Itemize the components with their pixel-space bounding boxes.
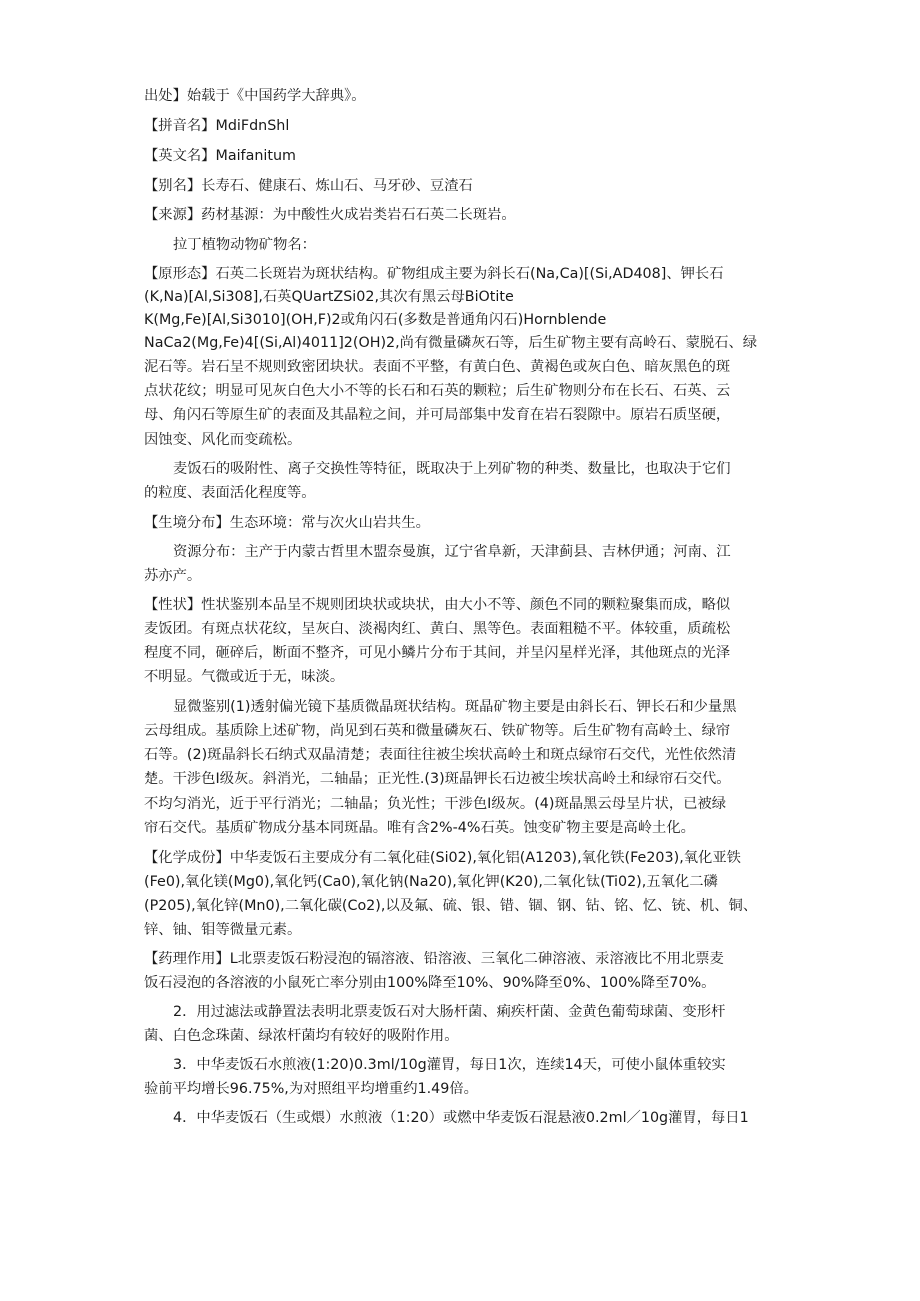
text-line: 资源分布：主产于内蒙古哲里木盟奈曼旗，辽宁省阜新，天津蓟县、吉林伊通；河南、江 (173, 544, 731, 560)
alias-line: 【别名】长寿石、健康石、炼山石、马牙砂、豆渣石 (144, 178, 473, 194)
text-line: 楚。干涉色Ⅰ级灰。斜消光，二轴晶；正光性.(3)斑晶钾长石边被尘埃状高岭土和绿帘石交代。 (144, 771, 731, 787)
text-line: 出处】始载于《中国药学大辞典》。 (144, 88, 366, 104)
text-line: 饭石浸泡的各溶液的小鼠死亡率分别由100%降至10%、90%降至0%、100%降至70%。 (144, 975, 716, 991)
text-line: 云母组成。基质除上述矿物，尚见到石英和微量磷灰石、铁矿物等。后生矿物有高岭土、绿帘 (144, 723, 731, 739)
text-line: 【性状】性状鉴别本品呈不规则团块状或块状，由大小不等、颜色不同的颗粒聚集而成，略似 (144, 597, 731, 613)
text-line: 验前平均增长96.75%,为对照组平均增重约1.49倍。 (144, 1081, 478, 1097)
text-line: 3．中华麦饭石水煎液(1:20)0.3ml/10g灌胃，每日1次，连续14天，可使小鼠体重较实 (173, 1057, 726, 1073)
text-line: 不明显。气微或近于无，味淡。 (144, 669, 345, 685)
text-line: 帘石交代。基质矿物成分基本同斑晶。唯有含2%-4%石英。蚀变矿物主要是高岭土化。 (144, 820, 695, 836)
text-line: 【药理作用】L北票麦饭石粉浸泡的镉溶液、铅溶液、三氧化二砷溶液、汞溶液比不用北票麦 (144, 951, 724, 967)
text-line: 麦饭团。有斑点状花纹，呈灰白、淡褐肉红、黄白、黑等色。表面粗糙不平。体较重，质疏松 (144, 621, 731, 637)
text-line: K(Mg,Fe)[Al,Si3010](OH,F)2或角闪石(多数是普通角闪石)Hornblende (144, 312, 607, 328)
text-line: 不均匀消光，近于平行消光；二轴晶；负光性；干涉色Ⅰ级灰。(4)斑晶黑云母呈片状，已被绿 (144, 796, 727, 812)
text-line: 苏亦产。 (144, 568, 202, 584)
text-line: 拉丁植物动物矿物名： (173, 237, 316, 253)
text-line: 【生境分布】生态环境：常与次火山岩共生。 (144, 515, 430, 531)
text-line: 锌、铀、钼等微量元素。 (144, 922, 302, 938)
english-name-line: 【英文名】Maifanitum (144, 148, 296, 164)
text-line: 石等。(2)斑晶斜长石纳式双晶清楚；表面往往被尘埃状高岭土和斑点绿帘石交代，光性依然清 (144, 747, 737, 763)
text-line: 4．中华麦饭石（生或煨）水煎液（1:20）或燃中华麦饭石混悬液0.2ml／10g灌胃，每日1 (173, 1110, 749, 1126)
text-line: 母、角闪石等原生矿的表面及其晶粒之间，并可局部集中发育在岩石裂隙中。原岩石质坚硬， (144, 407, 731, 423)
text-line: 显微鉴别(1)透射偏光镜下基质微晶斑状结构。斑晶矿物主要是由斜长石、钾长石和少量黑 (173, 699, 737, 715)
text-line: 【化学成份】中华麦饭石主要成分有二氧化硅(Si02),氧化铝(A1203),氧化铁(Fe203),氧化亚铁 (144, 850, 741, 866)
text-line: 【原形态】石英二长斑岩为斑状结构。矿物组成主要为斜长石(Na,Ca)[(Si,AD408]、钾长石 (144, 266, 724, 282)
text-line: (P205),氧化锌(Mn0),二氧化碳(Co2),以及氟、硫、银、错、锢、钢、钻、铭、忆、铳、机、铜、 (144, 898, 758, 914)
text-line: 泥石等。岩石呈不规则致密团块状。表面不平整，有黄白色、黄褐色或灰白色、暗灰黑色的斑 (144, 359, 731, 375)
text-line: (Fe0),氧化镁(Mg0),氧化钙(Ca0),氧化钠(Na20),氧化钾(K20),二氧化钛(Ti02),五氧化二磷 (144, 874, 718, 890)
text-line: 麦饭石的吸附性、离子交换性等特征，既取决于上列矿物的种类、数量比，也取决于它们 (173, 461, 731, 477)
text-line: 点状花纹；明显可见灰白色大小不等的长石和石英的颗粒；后生矿物则分布在长石、石英、云 (144, 383, 731, 399)
text-line: 菌、白色念珠菌、绿浓杆菌均有较好的吸附作用。 (144, 1028, 459, 1044)
text-line: 的粒度、表面活化程度等。 (144, 485, 316, 501)
text-line: (K,Na)[Al,Si308],石英QUartZSi02,其次有黑云母BiOtite (144, 289, 514, 305)
text-line: NaCa2(Mg,Fe)4[(Si,Al)4011]2(OH)2,尚有微量磷灰石等，后生矿物主要有高岭石、蒙脱石、绿 (144, 335, 758, 351)
text-line: 程度不同，砸碎后，断面不整齐，可见小鳞片分布于其间，并呈闪星样光泽，其他斑点的光泽 (144, 645, 731, 661)
text-line: 2．用过滤法或静置法表明北票麦饭石对大肠杆菌、痢疾杆菌、金黄色葡萄球菌、变形杆 (173, 1004, 726, 1020)
text-line: 因蚀变、风化而变疏松。 (144, 432, 302, 448)
source-line: 【来源】药材基源：为中酸性火成岩类岩石石英二长斑岩。 (144, 207, 516, 223)
pinyin-line: 【拼音名】MdiFdnShl (144, 118, 290, 134)
